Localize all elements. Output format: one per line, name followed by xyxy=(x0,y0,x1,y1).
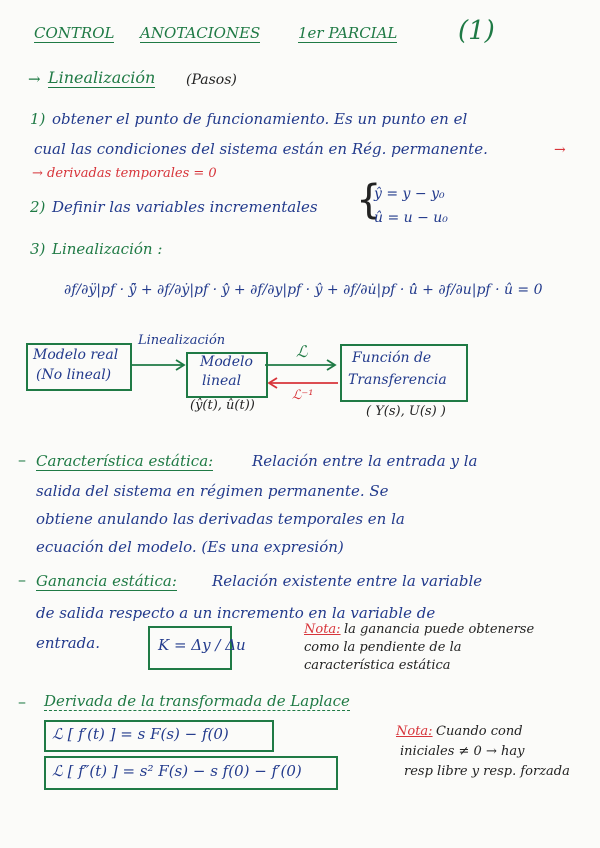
step1-note: → derivadas temporales = 0 xyxy=(32,166,217,181)
caracteristica-line4: ecuación del modelo. (Es una expresión) xyxy=(36,538,344,556)
caracteristica-line1: Relación entre la entrada y la xyxy=(252,452,478,470)
ganancia-note-line1: la ganancia puede obtenerse xyxy=(344,622,535,637)
box2-line1: Modelo xyxy=(200,354,253,370)
bullet-dash-icon: – xyxy=(18,570,26,589)
step1-number: 1) xyxy=(30,110,46,128)
derivada-note-line3: resp libre y resp. forzada xyxy=(404,764,570,779)
arrow-back-label: ℒ⁻¹ xyxy=(292,388,314,403)
linearization-equation: ∂f/∂ÿ|pf · ÿ̂ + ∂f/∂ẏ|pf · ẏ̂ + ∂f/∂y|pf · ŷ + ∂f/∂u̇|pf · u̇̂ + ∂f/∂u|pf · û = 0 xyxy=(64,282,543,298)
caracteristica-term: Característica estática: xyxy=(36,452,214,470)
step2-eq1: ŷ = y − y₀ xyxy=(374,186,445,202)
laplace-eq1: ℒ [ f′(t) ] = s F(s) − f(0) xyxy=(52,725,229,743)
box1-line2: (No lineal) xyxy=(36,367,112,383)
ganancia-note-label: Nota: xyxy=(304,622,341,637)
caracteristica-line3: obtiene anulando las derivadas temporales en la xyxy=(36,510,405,528)
step2-eq2: û = u − u₀ xyxy=(374,210,448,226)
caracteristica-line2: salida del sistema en régimen permanente. Se xyxy=(36,482,389,500)
box3-line1: Función de xyxy=(352,350,432,366)
step2-text: Definir las variables incrementales xyxy=(52,198,318,216)
arrow-forward-label: ℒ xyxy=(296,342,308,361)
linealizacion-subheading: (Pasos) xyxy=(186,72,237,88)
formula-k: K = Δy / Δu xyxy=(158,636,246,654)
arrow1-label: Linealización xyxy=(138,333,226,348)
step3-number: 3) xyxy=(30,240,46,258)
ganancia-note-line3: característica estática xyxy=(304,658,451,673)
box3-line2: Transferencia xyxy=(348,372,447,388)
derivada-note-line2: iniciales ≠ 0 → hay xyxy=(400,744,525,759)
derivada-heading: Derivada de la transformada de Laplace xyxy=(44,692,350,710)
derivada-note-line1: Cuando cond xyxy=(436,724,523,739)
bullet-arrow-icon: → xyxy=(28,70,41,88)
laplace-eq2: ℒ [ f″(t) ] = s² F(s) − s f(0) − f′(0) xyxy=(52,762,302,780)
header-title-mid: ANOTACIONES xyxy=(140,24,261,42)
ganancia-line2: de salida respecto a un incremento en la variable de xyxy=(36,604,436,622)
box3-sub: ( Y(s), U(s) ) xyxy=(366,404,446,419)
derivada-note-label: Nota: xyxy=(396,724,433,739)
box2-sub: (ŷ(t), û(t)) xyxy=(190,398,255,413)
header-title-right: 1er PARCIAL xyxy=(298,24,398,42)
ganancia-term: Ganancia estática: xyxy=(36,572,177,590)
brace-icon: { xyxy=(356,177,382,223)
ganancia-line3: entrada. xyxy=(36,634,100,652)
ganancia-line1: Relación existente entre la variable xyxy=(212,572,483,590)
step2-number: 2) xyxy=(30,198,46,216)
step1-line1: obtener el punto de funcionamiento. Es un punto en el xyxy=(52,110,468,128)
box2-line2: lineal xyxy=(202,373,242,389)
page-number: (1) xyxy=(458,16,495,46)
bullet-dash-icon: – xyxy=(18,692,26,711)
box1-line1: Modelo real xyxy=(33,347,119,363)
header-title-left: CONTROL xyxy=(34,24,115,42)
ganancia-note-line2: como la pendiente de la xyxy=(304,640,462,655)
bullet-dash-icon: – xyxy=(18,450,26,469)
step1-line2: cual las condiciones del sistema están en Rég. permanente. xyxy=(34,140,488,158)
linealizacion-heading: Linealización xyxy=(48,68,156,87)
step3-text: Linealización : xyxy=(52,240,163,258)
red-arrow-icon: → xyxy=(554,142,566,158)
